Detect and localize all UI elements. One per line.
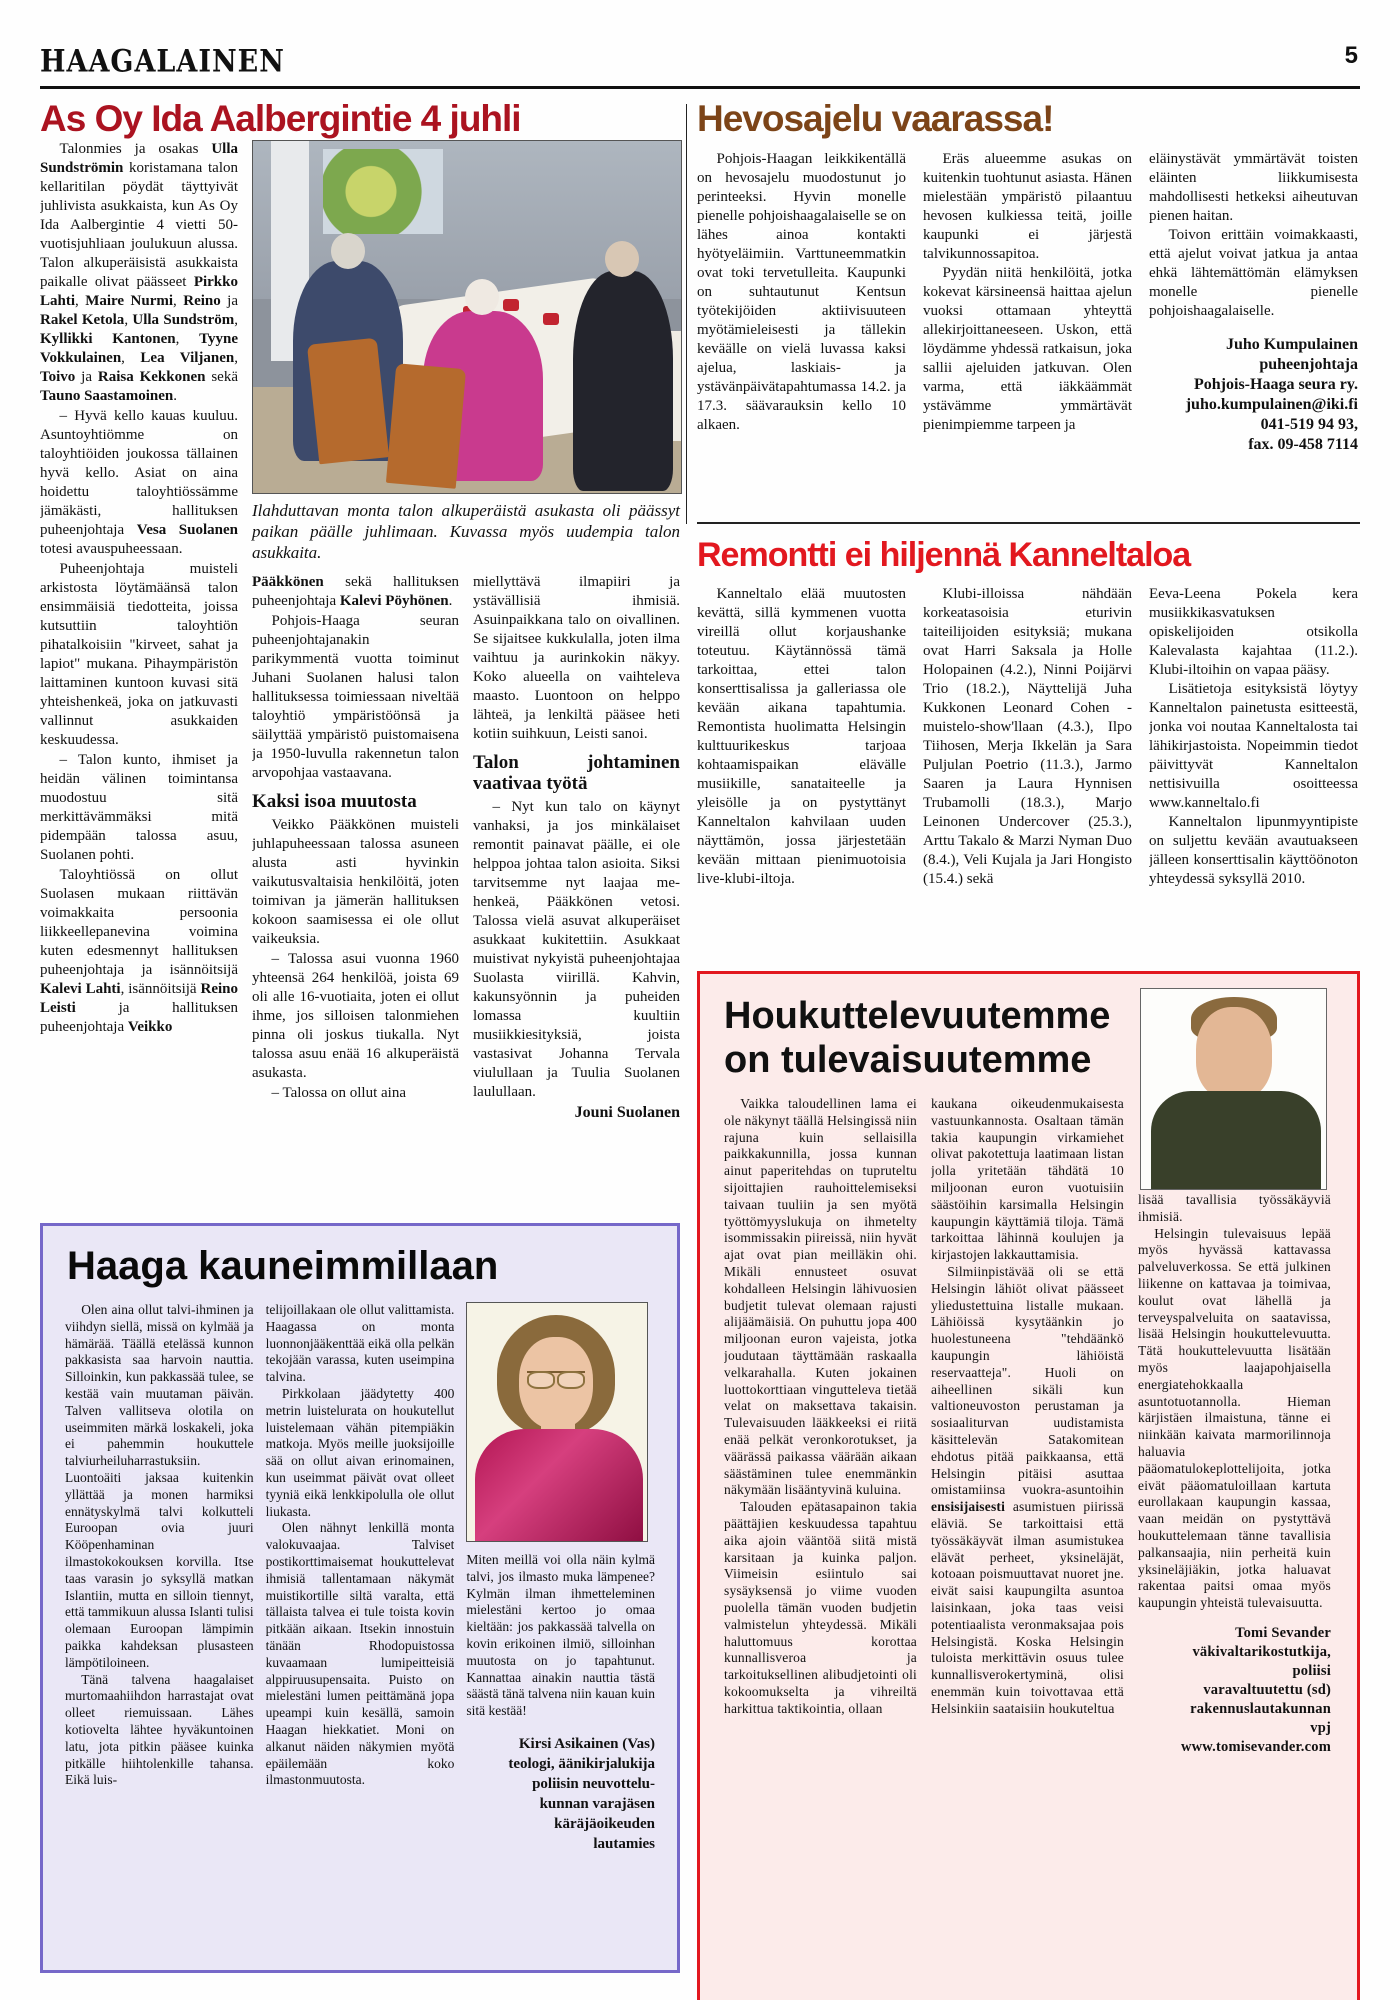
paragraph: Vaikka taloudellinen lama ei ole näkynyt täällä Helsingissä niin rajuna kuin sellaisilla paikkakunnilla, jossa kunnan ainut paperitehdas on tupruteltu sijoittajien rauhoittelemiseksi taivaan tuuliin ja sen myötä työttömyyslukuja on ihmetelty isommissakin piireissä, niin hyvät ajat ovat pian meilläkin ohi. Mikäli ennusteet osuvat kohdalleen Helsingin lähivuosien budjetit tulevat olemaan rajusti alijäämäisiä. On puhuttu jopa 400 miljoonan euron vajeista, jotka joudutaan täyttämään raskaalla velkarahalla. Kuten jokainen luottokorttiaan vingutteleva tietää velat on maksettava takaisin. Tulevaisuuden lääkkeeksi ei riitä enää pelkät veronkorotukset, ja väärässä paikassa väärään aikaan säästäminen tulee enemmänkin näkymään lisääntyvinä kuluina. [724, 1096, 917, 1498]
houkuttelevuus-box [697, 971, 1360, 2000]
article-juhli-title: As Oy Ida Aalbergintie 4 juhli [40, 98, 521, 139]
paragraph: Eräs alueemme asukas on kuitenkin tuohtunut asiasta. Hänen mielestään ympäristö pilaantuu hevosen kulkiessa teitä, joille kaupunki ei järjestä talvikunnossapitoa. [923, 151, 1132, 262]
article-remontti-title: Remontti ei hiljennä Kanneltaloa [697, 536, 1191, 574]
paragraph: Pyydän niitä henkilöitä, jotka kokevat kärsineensä haittaa ajelun vuoksi ottamaan yhteyttä allekirjoittaneeseen. Uskon, että löydämme yhdessä ratkaisun, joka sallii ajeluiden jatkuvan. Olen varma, että iäkkäämmät ystävämme ymmärtävät pienimpiemme tarpeen ja [923, 265, 1132, 433]
purple-box-column-1 [65, 1302, 254, 1930]
paragraph: Pohjois-Haaga seuran puheenjohtajanakin parikymmentä vuotta toiminut Juhani Suolanen halusi talon hallituksessa toimiessaan niveltää taloyhtiö ympäristöönsä ja säilyttää ympäristö puistomaisena ja 1950-luvulla rakennetun talon arvopohjaa vastaavana. [252, 613, 459, 781]
article-juhli [40, 98, 680, 1197]
paragraph: eläinystävät ymmärtävät toisten eläinten liikkumisesta mahdollisesti hetkeksi aiheutuvan pienen haitan. [1149, 151, 1358, 224]
paragraph: telijoillakaan ole ollut valittamista. Haagassa on monta luonnonjääkenttää eikä olla pelkän tekojään varassa, kuten useimpina talvina. [265, 1302, 455, 1385]
paragraph: Puheenjohtaja muisteli arkistosta löytämäänsä talon ensimmäisiä tiedotteita, joissa kutsuttiin taloyhtiön pihatalkoisiin "kirveet, sahat ja lapiot" mukana. Pihaympäristön laittaminen kuntoon kuvasi sitä yhteishenkeä, joka on jatkuvasti vallinnut asukkaiden keskuudessa. [40, 561, 238, 748]
juhli-column-2 [252, 573, 459, 1181]
man-portrait-photo [1140, 988, 1327, 1190]
hevosajelu-column-3 [1149, 150, 1358, 510]
purple-box-title: Haaga kauneimmillaan [67, 1244, 499, 1288]
painting-in-photo [323, 149, 443, 234]
paragraph: Talonmies ja osakas Ulla Sundströmin koristamana talon kellaritilan pöydät täyttyivät juhlivista asukkaista, kun As Oy Ida Aalbergintie 4 vietti 50-vuotisjuhliaan joulukuun alussa. Talon alkuperäisistä asukkaista paikalle olivat päässeet Pirkko Lahti, Maire Nurmi, Reino ja Rakel Ketola, Ulla Sundström, Kyllikki Kantonen, Tyyne Vokkulainen, Lea Viljanen, Toivo ja Raisa Kekkonen sekä Tauno Saastamoinen. [40, 141, 238, 404]
juhli-column-3 [473, 573, 680, 1181]
paragraph: Toivon erittäin voimakkaasti, että ajelut voivat jatkua ja antaa ehkä lähtemättömän elämyksen monelle pienelle pohjoishaagalaiselle. [1149, 227, 1358, 319]
paragraph: Miten meillä voi olla näin kylmä talvi, jos ilmasto muka lämpenee? Kylmän ilman ihmetteleminen mielestäni kertoo jo omaa kieltään: jos pakkassää talvella on kovin erikoinen ilmiö, silloinhan muutosta on jo tapahtunut. Kannattaa ainakin nauttia tästä säästä tänä talvena niin kauan kuin sitä kestää! [466, 1552, 656, 1719]
article-remontti [697, 536, 1360, 957]
paragraph: Eeva-Leena Pokela kera musiikkikasvatuksen opiskelijoiden otsikolla Kalevalasta kajahtaa (11.2.). Klubi-iltoihin on vapaa pääsy. [1149, 586, 1358, 678]
paragraph: – Talon kunto, ihmiset ja heidän välinen toimintansa muodostuu sitä merkittävämmäksi mitä pidempään talossa asuu, Suolanen pohti. [40, 752, 238, 863]
juhli-column-1 [40, 140, 238, 1197]
newspaper-logo: HAAGALAINEN [40, 44, 285, 80]
photo-caption: Ilahduttavan monta talon alkuperäistä asukasta oli päässyt paikan päälle juhlimaan. Kuvassa myös uudempia talon asukkaita. [252, 501, 680, 562]
paragraph: Taloyhtiössä on ollut Suolasen mukaan riittävän voimakkaita persoonia liikkeellepanevina voimina kuten edesmennyt hallituksen puheenjohtaja ja isännöitsijä Kalevi Lahti, isännöitsijä Reino Leisti ja hallituksen puheenjohtaja Veikko [40, 867, 238, 1035]
phone-text: 041-519 94 93, [1260, 416, 1358, 433]
paragraph: Pääkkönen sekä hallituksen puheenjohtaja Kalevi Pöyhönen. [252, 574, 459, 609]
paragraph: – Hyvä kello kauas kuuluu. Asuntoyhtiömme on taloyhtiöiden joukossa tällainen hyvä kello. Asiat on aina hoidettu taloyhtiössämme jämäkästi, hallituksen puheenjohtaja Vesa Suolanen totesi avauspuheessaan. [40, 408, 238, 557]
paragraph: – Talossa on ollut aina [271, 1085, 406, 1101]
right-page-half [697, 98, 1360, 2000]
pink-box-column-1 [724, 1096, 917, 1958]
purple-box-column-2 [266, 1302, 455, 1930]
pink-box-title: Houkuttelevuutemme on tulevaisuutemme [724, 995, 1111, 1081]
paragraph: Veikko Pääkkönen muisteli juhlapuheessaan talossa asuneen alusta asti hyvinkin vaikutusvaltaisia henkilöitä, joten toimivan ja jämerän hallituksen kokoon saamisessa ei ole ollut vaikeuksia. [252, 817, 459, 947]
remontti-column-1 [697, 585, 906, 957]
page-number: 5 [1344, 42, 1358, 69]
fax-text: fax. 09-458 7114 [1248, 436, 1358, 453]
subheading: Kaksi isoa muutosta [252, 791, 417, 812]
article-hevosajelu [697, 98, 1360, 510]
subheading: Talon johtaminen vaativaa työtä [473, 752, 680, 794]
pink-box-column-2 [931, 1096, 1124, 1958]
signature-block: Tomi Sevander väkivaltarikostutkija, poliisi varavaltuutettu (sd) rakennuslautakunnan vpj www.tomisevander.com [1138, 1624, 1331, 1757]
hevosajelu-column-1 [697, 150, 906, 510]
paragraph: kaukana oikeudenmukaisesta vastuunkannosta. Osaltaan tämän takia kaupungin virkamiehet olivat pakotettuja laatimaan listan jolla yritetään tähdätä 10 miljoonan euron vuotuisiin säästöihin karsimalla Helsingin kaupungin käyttämiä tiloja. Tämä tarkoittaa lähinnä koulujen ja kirjastojen lakkauttamisia. [931, 1096, 1124, 1263]
paragraph: miellyttävä ilmapiiri ja ystävällisiä ihmisiä. Asuinpaikkana talo on oivallinen. Se sijaitsee kukkulalla, joten ilma vaihtuu ja aurinkokin näkyy. Koko alueella on vaihteleva maasto. Luontoon on helppo lähteä, ja lenkiltä pääsee heti kotiin suihkuun, Leisti sanoi. [473, 574, 680, 742]
remontti-column-2 [923, 585, 1132, 957]
paragraph: Klubi-illoissa nähdään korkeatasoisia eturivin taiteilijoiden esityksiä; mukana ovat Harri Saksala ja Holle Holopainen (4.2.), Ninni Poijärvi Trio (18.2.), Näyttelijä Juha Kukkonen Leonard Cohen -muistelo-show'llaan (4.3.), Ilpo Tiihosen, Merja Ikkelän ja Sara Puljulan Poetrio (11.3.), Jarmo Saaren ja Laura Hynnisen Trubamolli (18.3.), Marjo Leinonen Undercover (25.3.), Arttu Takalo & Marzi Nyman Duo (8.4.), Veli Kujala ja Jari Hongisto (15.4.) sekä [923, 586, 1132, 887]
section-divider [697, 522, 1360, 524]
paragraph: Pohjois-Haagan leikkikentällä on hevosajelu muodostunut jo perinteeksi. Hyvin monelle pienelle pohjoishaagalaiselle se on lähes ainoa kontakti hyötyeläimiin. Varttuneemmatkin ovat toki tervetulleita. Kaupunki on suhtautunut Kentsun työtekijöiden aktiivisuuteen myötämieleisesti ja tällekin keväälle on vielä luvassa kaksi ajelua, laskiais- ja ystävänpäivätapahtumassa 14.2. ja 17.3. säävarauksin kello 10 alkaen. [697, 151, 906, 433]
purple-box-column-3 [466, 1302, 655, 1930]
pink-box-column-3 [1138, 1096, 1331, 1958]
paragraph: lisää tavallisia työssäkäyviä ihmisiä. [1138, 1192, 1331, 1224]
paragraph: Olen aina ollut talvi-ihminen ja viihdyn siellä, missä on kylmää ja hämärää. Täällä etelässä kunnon pakkasista saa harvoin nauttia. Silloinkin, kun pakkassää tulee, se kestää vain muutaman päivän. Talven vallitseva olotila on useimmiten märkä loskakeli, joka ei pahemmin houkuttele talviurheiluharrastuksiin. Luontoäiti jaksaa kuitenkin yllättää ja monen harmiksi ennätyskylmä talvi kolkutteli Euroopan ovia juuri Kööpenhaminan ilmastokokouksen korvilla. Itse taas varasin jo syksyllä matkan Islantiin, mutta en silloin tiennyt, että tammikuun alussa Islanti tulisi olemaan Euroopan lämpimin paikka kahdeksan plusasteen lämpötiloineen. [65, 1302, 254, 1670]
signature-block: Kirsi Asikainen (Vas) teologi, äänikirjalukija poliisin neuvottelu- kunnan varajäsen käräjäoikeuden lautamies [508, 1735, 656, 1852]
party-photo [252, 140, 682, 494]
haaga-kauneimmillaan-box [40, 1223, 680, 1973]
paragraph: Lisätietoja esityksistä löytyy Kanneltalon painetusta esitteestä, jonka voi noutaa Kanneltalosta tai lähikirjastoista. Nopeimmin tiedot päivittyvät Kanneltalon nettisivuilla osoitteessa www.kanneltalo.fi [1149, 681, 1358, 811]
paragraph: Talouden epätasapainon takia päättäjien keskuudessa tapahtuu aika ajoin vääntöä siitä mistä karsitaan ja kuinka paljon. Viimeisin esiintulo sai sysäyksensä jo viime vuoden puolella tämän vuoden budjetin valmistelun yhteydessä. Mikäli haluttomuus korottaa kunnallisveroa ja tarkoituksellinen alibudjetointi oli kokoomukselta ja vihreiltä harkittua taktikointia, ollaan [724, 1499, 917, 1716]
paragraph: Pirkkolaan jäädytetty 400 metrin luistelurata on houkutellut luistelemaan vähän pitempiäkin matkoja. Myös meille juoksijoille sää on ollut aivan erinomainen, kun useimmat päivät ovat olleet tyyniä eikä lenkkipolulla ole ollut liukasta. [265, 1385, 455, 1519]
left-page-half [40, 98, 680, 1973]
paragraph: Olen nähnyt lenkillä monta valokuvaajaa. Talviset postikorttimaisemat houkuttelevat ihmisiä tallentamaan näkymät muistikortille siltä varalta, että tällaista talvea ei tule toista kovin pitkään aikaan. Itsekin innostuin tänään Rhodopuistossa kuvaamaan lumipeitteisiä alppiruusupensaita. Puisto on mielestäni lumen peittämänä jopa upeampi kuin kesällä, samoin Haagan hiekkatiet. Moni on alkanut näiden näkymien myötä epäilemään koko ilmastonmuutosta. [265, 1520, 455, 1788]
website-text: www.tomisevander.com [1180, 1738, 1331, 1755]
masthead [40, 40, 1360, 89]
byline: Jouni Suolanen [574, 1104, 680, 1121]
remontti-column-3 [1149, 585, 1358, 957]
email-text: juho.kumpulainen@iki.fi [1185, 396, 1358, 413]
signature-block: Juho Kumpulainen puheenjohtaja Pohjois-Haaga seura ry. juho.kumpulainen@iki.fi 041-519 94 93, fax. 09-458 7114 [1149, 335, 1358, 455]
article-hevosajelu-title: Hevosajelu vaarassa! [697, 98, 1054, 139]
paragraph: – Nyt kun talo on käynyt vanhaksi, ja jos minkälaiset remontit painavat päälle, ei ole helppoa johtaa talon asioita. Siksi tarvitsemme nyt laajaa me-henkeä, Pääkkönen vetosi. Talossa vielä asuvat alkuperäiset asukkaat kukitettiin. Asukkaat muistivat nykyistä puheenjohtajaa Suolasta viirillä. Kahvin, kakunsyönnin ja puheiden lomassa kuultiin musiikkiesityksiä, joista vastasivat Johanna Tervala viulullaan ja Tuulia Suolanen laulullaan. [473, 799, 680, 1100]
paragraph: Kanneltalo elää muutosten kevättä, sillä kymmenen vuotta vireillä ollut korjaushanke toteutuu. Käytännössä tämä tarkoittaa, ettei talon konserttisalissa ja galleriassa ole kevään aikana tapahtumia. Remontista huolimatta Helsingin kulttuurikeskus tarjoaa kohtaamispaikan elävälle musiikille, sanataiteelle ja yleisölle ja on pystyttänyt Kanneltalon kahvilaan uuden näyttämön, jossa järjestetään kevään mittaan pienimuotoisia live-klubi-iltoja. [697, 586, 906, 887]
paragraph: Tänä talvena haagalaiset murtomaahiihdon harrastajat ovat olleet riemuissaan. Lähes kotiovelta lähtee hyväkuntoinen latu, jota pitkin pääsee kuinka pitkälle hiihtolenkille tahansa. Eikä luis- [65, 1671, 254, 1788]
woman-portrait-photo [466, 1302, 648, 1542]
paragraph: Silmiinpistävää oli se että Helsingin lähiöt olivat päässeet yliedustettuina listalle mukaan. Lähiöissä kysytäänkin jo huolestuneena "tehdäänkö kaupungin lähiöistä reservaatteja". Huoli on aiheellinen sikäli kun valtioneuvoston perustaman ja sosiaaliturvan uudistamista käsittelevän Satakomitean ehdotus pitää paikkaansa, että Helsingin pitäisi asuttaa omistamiinsa vuokra-asuntoihin ensisijaisesti asumistuen piirissä eläviä. Se tarkoittaisi että työssäkäyvät ilman asumistukea elävät perheet, yksineläjät, kotoaan poismuuttavat nuoret jne. eivät saisi kaupungilta asuntoa laisinkaan, joka taas veisi potentiaalista veronmaksajaa pois Helsingistä. Koska Helsingin tuloista merkittävin osuus tulee kunnallisverokertyminä, olisi enemmän kuin toivottavaa että Helsinkiin saataisiin houkuteltua [931, 1263, 1124, 1716]
paragraph: Kanneltalon lipunmyyntipiste on suljettu kevään avautuakseen jälleen konserttisalin käyttöönoton yhteydessä syksyllä 2010. [1149, 814, 1358, 887]
paragraph: Helsingin tulevaisuus lepää myös hyvässä kattavassa palveluverkossa. Se että julkinen liikenne on kattavaa ja toimivaa, koulut ovat lähellä ja terveyspalveluita on saatavissa, lisää Helsingin houkuttelevuutta. Tätä houkuttelevuutta lisätään myös laajapohjaisella energiatehokkaalla asuntotuotannolla. Hieman kärjistäen ilmaistuna, tänne ei niinkään kaivata marmorilinnoja haluavia pääomatulokeplottelijoita, jotka eivät pääomatuloillaan kartuta eurollakaan kaupungin kassaa, vaan meidän on pystyttävä houkuttelemaan tänne tavallisia palkansaajia, niin perheitä kuin yksineläjiäkin, jotka haluavat rakentaa paitsi omaa myös kaupungin yhteistä tulevaisuutta. [1138, 1225, 1331, 1611]
paragraph: – Talossa asui vuonna 1960 yhteensä 264 henkilöä, joista 69 oli alle 16-vuotiaita, joten ei ollut ihme, jos silloisen talonmiehen pinna oli joskus tiukalla. Nyt talossa asuu enää 16 alkuperäistä asukasta. [252, 951, 459, 1081]
glasses-in-photo [527, 1371, 585, 1387]
column-divider-vertical [686, 104, 687, 524]
hevosajelu-column-2 [923, 150, 1132, 510]
